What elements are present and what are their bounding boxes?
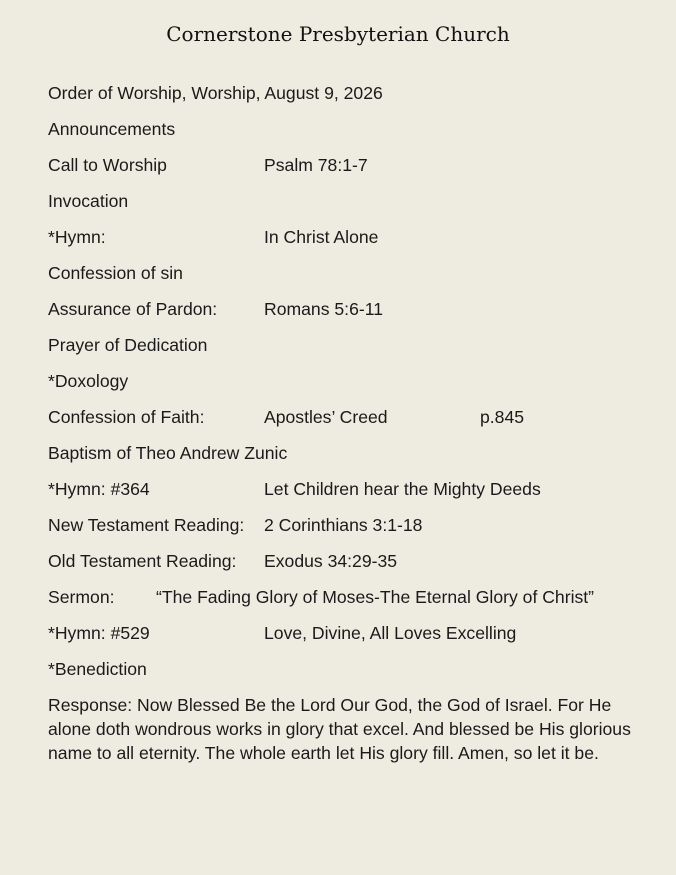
item-label: *Hymn: #529 <box>48 623 150 643</box>
item-label: Assurance of Pardon: <box>48 299 218 319</box>
item-label: *Hymn: <box>48 227 106 247</box>
item-announcements <box>48 117 648 153</box>
item-benediction <box>48 657 648 693</box>
item-label: *Doxology <box>48 371 129 391</box>
item-assurance-of-pardon <box>48 297 648 333</box>
item-value: Let Children hear the Mighty Deeds <box>264 479 541 499</box>
item-confession-of-faith <box>48 405 648 441</box>
item-hymn-2 <box>48 477 648 513</box>
item-label: Prayer of Dedication <box>48 335 208 355</box>
item-label: *Hymn: #364 <box>48 479 150 499</box>
item-hymn-3 <box>48 621 648 657</box>
item-label: Baptism of Theo Andrew Zunic <box>48 443 288 463</box>
item-label: Old Testament Reading: <box>48 551 237 571</box>
order-heading: Order of Worship, Worship, August 9, 2026 <box>48 83 383 103</box>
item-ot-reading <box>48 549 648 585</box>
item-baptism <box>48 441 648 477</box>
item-confession-of-sin <box>48 261 648 297</box>
item-label: Invocation <box>48 191 129 211</box>
item-value: Apostles’ Creed <box>264 407 388 427</box>
item-value: Exodus 34:29-35 <box>264 551 398 571</box>
item-value: Psalm 78:1-7 <box>264 155 368 175</box>
item-value: In Christ Alone <box>264 227 379 247</box>
item-label: Announcements <box>48 119 176 139</box>
order-heading-row <box>48 81 648 117</box>
item-label: Sermon: <box>48 587 115 607</box>
item-label: New Testament Reading: <box>48 515 245 535</box>
response-text: Response: Now Blessed Be the Lord Our God, the God of Israel. For He alone doth wondrous works in glory that excel. And blessed be His glorious name to all eternity. The whole earth let His glory fill. Amen, so let it be. <box>48 695 631 763</box>
item-label: Confession of sin <box>48 263 183 283</box>
item-sermon <box>48 585 648 621</box>
item-value: 2 Corinthians 3:1-18 <box>264 515 423 535</box>
page-title: Cornerstone Presbyterian Church <box>166 22 510 46</box>
item-label: Call to Worship <box>48 155 167 175</box>
item-nt-reading <box>48 513 648 549</box>
item-hymn-1 <box>48 225 648 261</box>
item-value: Love, Divine, All Loves Excelling <box>264 623 517 643</box>
order-of-worship <box>48 81 648 765</box>
item-label: Confession of Faith: <box>48 407 205 427</box>
item-call-to-worship <box>48 153 648 189</box>
item-invocation <box>48 189 648 225</box>
item-value: Romans 5:6-11 <box>264 299 383 319</box>
item-doxology <box>48 369 648 405</box>
item-label: *Benediction <box>48 659 147 679</box>
item-prayer-of-dedication <box>48 333 648 369</box>
sermon-title: “The Fading Glory of Moses-The Eternal Glory of Christ” <box>156 587 595 607</box>
item-page: p.845 <box>480 407 525 427</box>
